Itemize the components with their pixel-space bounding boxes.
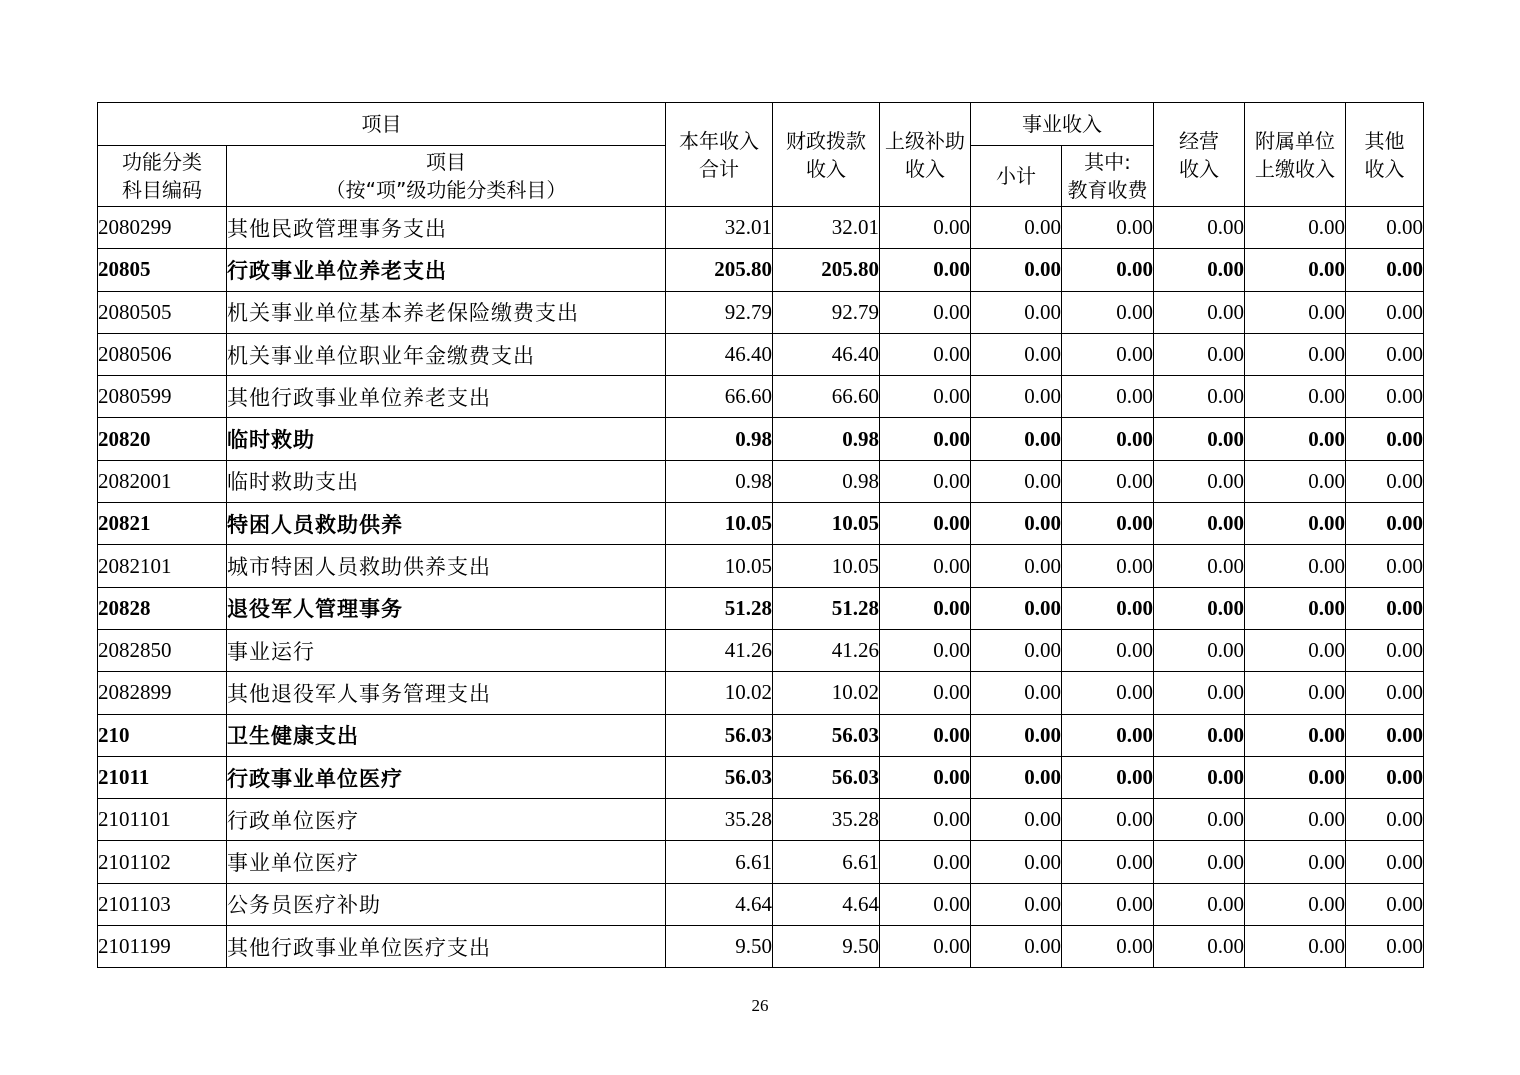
cell-oper: 0.00 bbox=[1154, 629, 1245, 671]
cell-subtotal: 0.00 bbox=[971, 291, 1062, 333]
table-body bbox=[98, 207, 1424, 968]
cell-edu: 0.00 bbox=[1062, 926, 1154, 968]
cell-code: 20828 bbox=[98, 587, 227, 629]
cell-edu: 0.00 bbox=[1062, 545, 1154, 587]
cell-fiscal: 0.98 bbox=[773, 460, 880, 502]
cell-other: 0.00 bbox=[1346, 376, 1424, 418]
cell-code: 2082850 bbox=[98, 629, 227, 671]
cell-fiscal: 35.28 bbox=[773, 799, 880, 841]
cell-subtotal: 0.00 bbox=[971, 841, 1062, 883]
cell-fiscal: 10.05 bbox=[773, 503, 880, 545]
cell-affil: 0.00 bbox=[1245, 503, 1346, 545]
cell-fiscal: 66.60 bbox=[773, 376, 880, 418]
cell-affil: 0.00 bbox=[1245, 883, 1346, 925]
cell-fiscal: 46.40 bbox=[773, 333, 880, 375]
cell-code: 20821 bbox=[98, 503, 227, 545]
cell-affil: 0.00 bbox=[1245, 629, 1346, 671]
cell-edu: 0.00 bbox=[1062, 629, 1154, 671]
cell-code: 2082001 bbox=[98, 460, 227, 502]
cell-edu: 0.00 bbox=[1062, 799, 1154, 841]
cell-upper: 0.00 bbox=[880, 545, 971, 587]
cell-subtotal: 0.00 bbox=[971, 756, 1062, 798]
cell-name: 机关事业单位基本养老保险缴费支出 bbox=[227, 291, 666, 333]
cell-edu: 0.00 bbox=[1062, 756, 1154, 798]
header-project: 项目 bbox=[98, 103, 666, 146]
cell-total: 41.26 bbox=[666, 629, 773, 671]
cell-other: 0.00 bbox=[1346, 291, 1424, 333]
cell-affil: 0.00 bbox=[1245, 587, 1346, 629]
cell-code: 20820 bbox=[98, 418, 227, 460]
cell-name: 事业单位医疗 bbox=[227, 841, 666, 883]
table-row bbox=[98, 629, 1424, 671]
table-row bbox=[98, 799, 1424, 841]
cell-edu: 0.00 bbox=[1062, 883, 1154, 925]
table-row bbox=[98, 503, 1424, 545]
cell-subtotal: 0.00 bbox=[971, 333, 1062, 375]
cell-total: 9.50 bbox=[666, 926, 773, 968]
cell-upper: 0.00 bbox=[880, 587, 971, 629]
cell-oper: 0.00 bbox=[1154, 545, 1245, 587]
table-header bbox=[98, 103, 1424, 207]
cell-other: 0.00 bbox=[1346, 333, 1424, 375]
cell-affil: 0.00 bbox=[1245, 460, 1346, 502]
cell-upper: 0.00 bbox=[880, 926, 971, 968]
cell-code: 210 bbox=[98, 714, 227, 756]
cell-total: 10.05 bbox=[666, 503, 773, 545]
cell-name: 其他行政事业单位养老支出 bbox=[227, 376, 666, 418]
table-row bbox=[98, 207, 1424, 249]
cell-subtotal: 0.00 bbox=[971, 207, 1062, 249]
cell-upper: 0.00 bbox=[880, 672, 971, 714]
cell-other: 0.00 bbox=[1346, 629, 1424, 671]
cell-subtotal: 0.00 bbox=[971, 503, 1062, 545]
header-total: 本年收入 合计 bbox=[666, 103, 773, 207]
cell-edu: 0.00 bbox=[1062, 672, 1154, 714]
cell-affil: 0.00 bbox=[1245, 249, 1346, 291]
cell-upper: 0.00 bbox=[880, 291, 971, 333]
cell-subtotal: 0.00 bbox=[971, 672, 1062, 714]
cell-edu: 0.00 bbox=[1062, 460, 1154, 502]
table-row bbox=[98, 587, 1424, 629]
cell-oper: 0.00 bbox=[1154, 756, 1245, 798]
cell-total: 46.40 bbox=[666, 333, 773, 375]
cell-affil: 0.00 bbox=[1245, 799, 1346, 841]
cell-other: 0.00 bbox=[1346, 418, 1424, 460]
table-row bbox=[98, 376, 1424, 418]
cell-code: 2101199 bbox=[98, 926, 227, 968]
cell-other: 0.00 bbox=[1346, 249, 1424, 291]
cell-total: 51.28 bbox=[666, 587, 773, 629]
cell-oper: 0.00 bbox=[1154, 714, 1245, 756]
cell-name: 行政事业单位医疗 bbox=[227, 756, 666, 798]
cell-oper: 0.00 bbox=[1154, 799, 1245, 841]
cell-upper: 0.00 bbox=[880, 333, 971, 375]
cell-code: 2080599 bbox=[98, 376, 227, 418]
cell-subtotal: 0.00 bbox=[971, 714, 1062, 756]
cell-other: 0.00 bbox=[1346, 545, 1424, 587]
cell-upper: 0.00 bbox=[880, 883, 971, 925]
cell-fiscal: 0.98 bbox=[773, 418, 880, 460]
cell-edu: 0.00 bbox=[1062, 291, 1154, 333]
cell-total: 66.60 bbox=[666, 376, 773, 418]
cell-total: 10.05 bbox=[666, 545, 773, 587]
table-row bbox=[98, 545, 1424, 587]
cell-upper: 0.00 bbox=[880, 756, 971, 798]
header-other: 其他 收入 bbox=[1346, 103, 1424, 207]
header-fiscal: 财政拨款 收入 bbox=[773, 103, 880, 207]
cell-code: 2082899 bbox=[98, 672, 227, 714]
cell-fiscal: 32.01 bbox=[773, 207, 880, 249]
table-row bbox=[98, 249, 1424, 291]
cell-oper: 0.00 bbox=[1154, 333, 1245, 375]
cell-oper: 0.00 bbox=[1154, 249, 1245, 291]
cell-edu: 0.00 bbox=[1062, 249, 1154, 291]
cell-oper: 0.00 bbox=[1154, 291, 1245, 333]
cell-code: 20805 bbox=[98, 249, 227, 291]
header-subtotal: 小计 bbox=[971, 146, 1062, 207]
header-func-code: 功能分类 科目编码 bbox=[98, 146, 227, 207]
cell-affil: 0.00 bbox=[1245, 714, 1346, 756]
cell-oper: 0.00 bbox=[1154, 841, 1245, 883]
income-table bbox=[97, 102, 1424, 968]
cell-affil: 0.00 bbox=[1245, 333, 1346, 375]
cell-oper: 0.00 bbox=[1154, 926, 1245, 968]
cell-total: 32.01 bbox=[666, 207, 773, 249]
cell-code: 21011 bbox=[98, 756, 227, 798]
cell-affil: 0.00 bbox=[1245, 672, 1346, 714]
cell-name: 卫生健康支出 bbox=[227, 714, 666, 756]
table-row bbox=[98, 883, 1424, 925]
cell-code: 2101102 bbox=[98, 841, 227, 883]
cell-affil: 0.00 bbox=[1245, 756, 1346, 798]
cell-oper: 0.00 bbox=[1154, 418, 1245, 460]
table-row bbox=[98, 333, 1424, 375]
cell-other: 0.00 bbox=[1346, 926, 1424, 968]
cell-subtotal: 0.00 bbox=[971, 883, 1062, 925]
table-row bbox=[98, 756, 1424, 798]
cell-fiscal: 9.50 bbox=[773, 926, 880, 968]
cell-other: 0.00 bbox=[1346, 672, 1424, 714]
cell-subtotal: 0.00 bbox=[971, 926, 1062, 968]
cell-subtotal: 0.00 bbox=[971, 460, 1062, 502]
cell-affil: 0.00 bbox=[1245, 841, 1346, 883]
cell-affil: 0.00 bbox=[1245, 418, 1346, 460]
cell-edu: 0.00 bbox=[1062, 503, 1154, 545]
cell-total: 92.79 bbox=[666, 291, 773, 333]
cell-code: 2082101 bbox=[98, 545, 227, 587]
cell-oper: 0.00 bbox=[1154, 460, 1245, 502]
cell-name: 城市特困人员救助供养支出 bbox=[227, 545, 666, 587]
cell-subtotal: 0.00 bbox=[971, 418, 1062, 460]
cell-edu: 0.00 bbox=[1062, 418, 1154, 460]
table-row bbox=[98, 714, 1424, 756]
cell-upper: 0.00 bbox=[880, 418, 971, 460]
cell-oper: 0.00 bbox=[1154, 207, 1245, 249]
cell-fiscal: 56.03 bbox=[773, 714, 880, 756]
cell-fiscal: 51.28 bbox=[773, 587, 880, 629]
cell-other: 0.00 bbox=[1346, 207, 1424, 249]
cell-name: 临时救助支出 bbox=[227, 460, 666, 502]
cell-name: 退役军人管理事务 bbox=[227, 587, 666, 629]
cell-subtotal: 0.00 bbox=[971, 629, 1062, 671]
cell-code: 2101101 bbox=[98, 799, 227, 841]
cell-other: 0.00 bbox=[1346, 587, 1424, 629]
cell-fiscal: 10.02 bbox=[773, 672, 880, 714]
cell-subtotal: 0.00 bbox=[971, 799, 1062, 841]
cell-code: 2101103 bbox=[98, 883, 227, 925]
cell-fiscal: 6.61 bbox=[773, 841, 880, 883]
cell-name: 机关事业单位职业年金缴费支出 bbox=[227, 333, 666, 375]
table-row bbox=[98, 841, 1424, 883]
cell-name: 特困人员救助供养 bbox=[227, 503, 666, 545]
cell-upper: 0.00 bbox=[880, 799, 971, 841]
cell-code: 2080506 bbox=[98, 333, 227, 375]
cell-edu: 0.00 bbox=[1062, 841, 1154, 883]
cell-oper: 0.00 bbox=[1154, 376, 1245, 418]
table-row bbox=[98, 291, 1424, 333]
cell-code: 2080505 bbox=[98, 291, 227, 333]
cell-oper: 0.00 bbox=[1154, 587, 1245, 629]
cell-fiscal: 56.03 bbox=[773, 756, 880, 798]
cell-fiscal: 41.26 bbox=[773, 629, 880, 671]
cell-name: 事业运行 bbox=[227, 629, 666, 671]
header-affiliate: 附属单位 上缴收入 bbox=[1245, 103, 1346, 207]
cell-fiscal: 92.79 bbox=[773, 291, 880, 333]
cell-upper: 0.00 bbox=[880, 503, 971, 545]
cell-upper: 0.00 bbox=[880, 629, 971, 671]
cell-affil: 0.00 bbox=[1245, 207, 1346, 249]
cell-subtotal: 0.00 bbox=[971, 545, 1062, 587]
cell-oper: 0.00 bbox=[1154, 503, 1245, 545]
cell-code: 2080299 bbox=[98, 207, 227, 249]
cell-upper: 0.00 bbox=[880, 460, 971, 502]
cell-edu: 0.00 bbox=[1062, 207, 1154, 249]
cell-name: 其他行政事业单位医疗支出 bbox=[227, 926, 666, 968]
cell-other: 0.00 bbox=[1346, 503, 1424, 545]
cell-edu: 0.00 bbox=[1062, 333, 1154, 375]
cell-total: 56.03 bbox=[666, 714, 773, 756]
cell-edu: 0.00 bbox=[1062, 714, 1154, 756]
cell-upper: 0.00 bbox=[880, 207, 971, 249]
cell-upper: 0.00 bbox=[880, 249, 971, 291]
cell-upper: 0.00 bbox=[880, 376, 971, 418]
cell-upper: 0.00 bbox=[880, 714, 971, 756]
cell-total: 0.98 bbox=[666, 418, 773, 460]
cell-upper: 0.00 bbox=[880, 841, 971, 883]
cell-total: 6.61 bbox=[666, 841, 773, 883]
cell-subtotal: 0.00 bbox=[971, 249, 1062, 291]
header-career-income: 事业收入 bbox=[971, 103, 1154, 146]
cell-total: 35.28 bbox=[666, 799, 773, 841]
cell-oper: 0.00 bbox=[1154, 883, 1245, 925]
header-edu-fee: 其中: 教育收费 bbox=[1062, 146, 1154, 207]
cell-other: 0.00 bbox=[1346, 714, 1424, 756]
cell-subtotal: 0.00 bbox=[971, 376, 1062, 418]
cell-other: 0.00 bbox=[1346, 883, 1424, 925]
table-row bbox=[98, 672, 1424, 714]
cell-oper: 0.00 bbox=[1154, 672, 1245, 714]
cell-other: 0.00 bbox=[1346, 756, 1424, 798]
cell-affil: 0.00 bbox=[1245, 291, 1346, 333]
cell-other: 0.00 bbox=[1346, 799, 1424, 841]
cell-total: 4.64 bbox=[666, 883, 773, 925]
cell-subtotal: 0.00 bbox=[971, 587, 1062, 629]
header-item: 项目 （按“项”级功能分类科目） bbox=[227, 146, 666, 207]
header-upper-subsidy: 上级补助 收入 bbox=[880, 103, 971, 207]
page-number: 26 bbox=[751, 996, 769, 1015]
cell-total: 56.03 bbox=[666, 756, 773, 798]
cell-fiscal: 4.64 bbox=[773, 883, 880, 925]
header-operating: 经营 收入 bbox=[1154, 103, 1245, 207]
cell-edu: 0.00 bbox=[1062, 587, 1154, 629]
cell-total: 10.02 bbox=[666, 672, 773, 714]
cell-name: 公务员医疗补助 bbox=[227, 883, 666, 925]
cell-edu: 0.00 bbox=[1062, 376, 1154, 418]
cell-fiscal: 205.80 bbox=[773, 249, 880, 291]
cell-name: 行政事业单位养老支出 bbox=[227, 249, 666, 291]
cell-total: 205.80 bbox=[666, 249, 773, 291]
cell-affil: 0.00 bbox=[1245, 926, 1346, 968]
cell-name: 临时救助 bbox=[227, 418, 666, 460]
cell-other: 0.00 bbox=[1346, 841, 1424, 883]
table-row bbox=[98, 926, 1424, 968]
cell-affil: 0.00 bbox=[1245, 376, 1346, 418]
table-row bbox=[98, 460, 1424, 502]
cell-affil: 0.00 bbox=[1245, 545, 1346, 587]
cell-name: 行政单位医疗 bbox=[227, 799, 666, 841]
cell-total: 0.98 bbox=[666, 460, 773, 502]
table-row bbox=[98, 418, 1424, 460]
cell-name: 其他民政管理事务支出 bbox=[227, 207, 666, 249]
cell-fiscal: 10.05 bbox=[773, 545, 880, 587]
cell-other: 0.00 bbox=[1346, 460, 1424, 502]
cell-name: 其他退役军人事务管理支出 bbox=[227, 672, 666, 714]
